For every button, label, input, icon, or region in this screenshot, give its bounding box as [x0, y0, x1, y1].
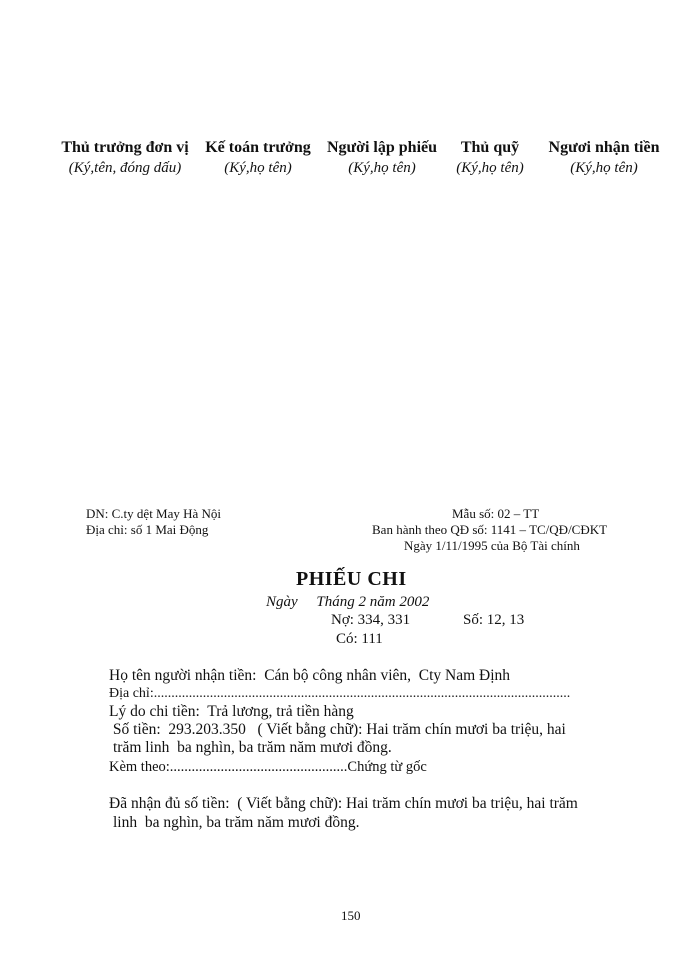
signature-note: (Ký,họ tên)	[348, 160, 416, 176]
signature-note: (Ký,họ tên)	[456, 160, 524, 176]
voucher-date: Ngày Tháng 2 năm 2002	[266, 594, 430, 610]
amount-line: Số tiền: 293.203.350 ( Viết bằng chữ): Hai trăm chín mươi ba triệu, hai	[109, 721, 566, 738]
received-line: Đã nhận đủ số tiền: ( Viết bằng chữ): Hai trăm chín mươi ba triệu, hai trăm	[109, 795, 578, 812]
decision-date: Ngày 1/11/1995 của Bộ Tài chính	[404, 538, 580, 553]
debit-accounts: Nợ: 334, 331	[331, 612, 411, 628]
credit-account: Có: 111	[336, 631, 383, 647]
signature-title: Thủ trưởng đơn vị	[61, 139, 189, 156]
decision-reference: Ban hành theo QĐ số: 1141 – TC/QĐ/CĐKT	[372, 522, 608, 537]
address-line: Địa chỉ:.......................................................................................................................	[109, 686, 571, 701]
voucher-number: Số: 12, 13	[463, 612, 525, 628]
signature-note: (Ký,tên, đóng dấu)	[68, 160, 182, 176]
signature-note: (Ký,họ tên)	[224, 160, 292, 176]
signature-preparer	[320, 138, 444, 178]
signature-note: (Ký,họ tên)	[570, 160, 638, 176]
amount-words-line: trăm linh ba nghìn, ba trăm năm mươi đồng.	[113, 739, 392, 756]
signature-title: Ngươi nhận tiền	[548, 139, 660, 156]
received-words-line: linh ba nghìn, ba trăm năm mươi đồng.	[113, 814, 360, 831]
signature-title: Kế toán trưởng	[205, 139, 311, 156]
company-name: DN: C.ty dệt May Hà Nội	[86, 506, 222, 521]
voucher-title: PHIẾU CHI	[296, 568, 407, 590]
signature-title: Thủ quỹ	[460, 139, 520, 156]
signature-title: Người lập phiếu	[326, 139, 438, 156]
signature-chief-accountant	[196, 138, 320, 178]
signature-head-of-unit	[58, 138, 192, 178]
signature-recipient	[540, 138, 668, 178]
attached-line: Kèm theo:.................................................Chứng từ gốc	[109, 759, 427, 775]
page-number: 150	[341, 908, 361, 923]
company-address: Địa chỉ: số 1 Mai Động	[86, 522, 209, 537]
form-number: Mẫu số: 02 – TT	[452, 506, 540, 521]
recipient-line: Họ tên người nhận tiền: Cán bộ công nhân viên, Cty Nam Định	[109, 667, 511, 684]
signature-cashier	[444, 138, 536, 178]
reason-line: Lý do chi tiền: Trả lương, trả tiền hàng	[109, 703, 354, 720]
